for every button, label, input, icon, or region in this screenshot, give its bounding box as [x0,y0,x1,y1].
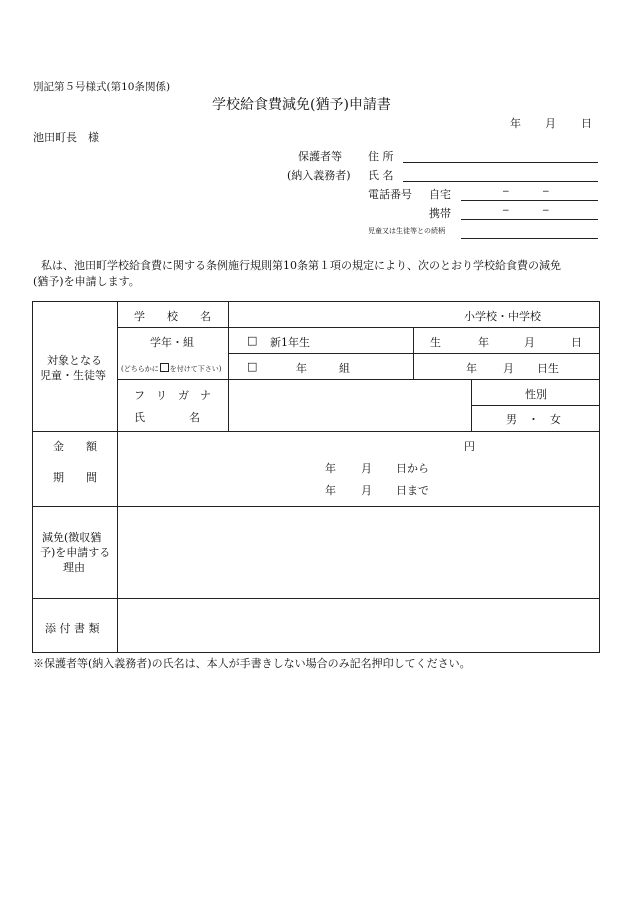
statement-line-2: (猶予)を申請します。 [33,275,140,288]
address-label: 住 所 [368,150,394,163]
birth-month-2: 月 [503,362,514,375]
furigana-label: フ リ ガ ナ [134,389,211,402]
col-divider-birth [413,327,414,379]
mobile-phone-dash-2: − [542,206,550,216]
mobile-phone-dash-1: − [502,206,510,216]
birth-month-1: 月 [524,336,535,349]
col-divider-label [117,301,118,653]
statement-line-1: 私は、池田町学校給食費に関する条例施行規則第10条第１項の規定により、次のとおり学校給食費の減免 [41,259,561,272]
reason-label-1: 減免(徴収猶 [42,531,102,544]
birth-day-2: 日生 [537,362,559,375]
address-field[interactable] [403,162,598,163]
name-field[interactable] [403,181,598,182]
attachments-label: 添 付 書 類 [45,622,100,635]
checkbox-grade-class[interactable]: □ [247,360,258,373]
phone-label: 電話番号 [368,188,412,201]
period-from-day: 日から [396,462,429,475]
new-first-grade-label: 新1年生 [270,336,310,349]
guardian-label: 保護者等 [298,150,342,163]
col-divider-gender [471,379,472,431]
col-divider-field-label [228,301,229,431]
target-label-1: 対象となる [47,354,102,367]
gender-label: 性別 [525,388,547,401]
footnote: ※保護者等(納入義務者)の氏名は、本人が手書きしない場合のみ記名押印してください。 [33,657,471,670]
row-divider-grade-inner [228,353,600,354]
date-month-label: 月 [545,117,556,130]
reason-label-3: 理由 [63,561,85,574]
home-phone-label: 自宅 [429,188,451,201]
period-to-month: 月 [361,484,372,497]
period-from-month: 月 [361,462,372,475]
birth-year-2: 年 [466,362,477,375]
addressee: 池田町長 様 [33,131,99,144]
grade-suffix: 年 [296,362,307,375]
date-day-label: 日 [581,117,592,130]
mobile-phone-field[interactable] [461,219,598,220]
form-reference: 別記第５号様式(第10条関係) [33,81,171,93]
class-suffix: 組 [339,362,350,375]
date-year-label: 年 [510,117,521,130]
row-divider-grade [117,379,600,380]
row-divider-school [117,327,600,328]
checkbox-new-first-grade[interactable]: □ [247,334,258,347]
grade-label: 学年・組 [150,336,194,349]
home-phone-dash-2: − [542,187,550,197]
period-label: 期 間 [53,471,97,484]
student-name-label: 氏 名 [134,411,200,424]
target-label-2: 児童・生徒等 [40,369,106,382]
payer-label: (納入義務者) [287,169,351,182]
home-phone-dash-1: − [502,187,510,197]
birth-prefix: 生 [430,336,441,349]
birth-year-1: 年 [478,336,489,349]
amount-label: 金 額 [53,440,97,453]
home-phone-field[interactable] [461,200,598,201]
grade-note: (どちらかに を付けて下さい) [121,365,222,373]
gender-value[interactable]: 男 ・ 女 [506,413,561,426]
school-value[interactable]: 小学校・中学校 [464,310,541,323]
period-from-year: 年 [325,462,336,475]
amount-unit: 円 [464,440,475,453]
relation-label: 児童又は生徒等との続柄 [368,227,445,235]
mobile-phone-label: 携帯 [429,207,451,220]
relation-field[interactable] [461,238,598,239]
row-divider-gender [471,405,600,406]
birth-day-1: 日 [571,336,582,349]
school-label: 学 校 名 [134,310,211,323]
reason-label-2: 予)を申請する [40,546,111,559]
name-label: 氏 名 [368,169,394,182]
period-to-day: 日まで [396,484,429,497]
period-to-year: 年 [325,484,336,497]
form-title: 学校給食費減免(猶予)申請書 [212,97,391,113]
checkbox-icon [160,363,169,372]
